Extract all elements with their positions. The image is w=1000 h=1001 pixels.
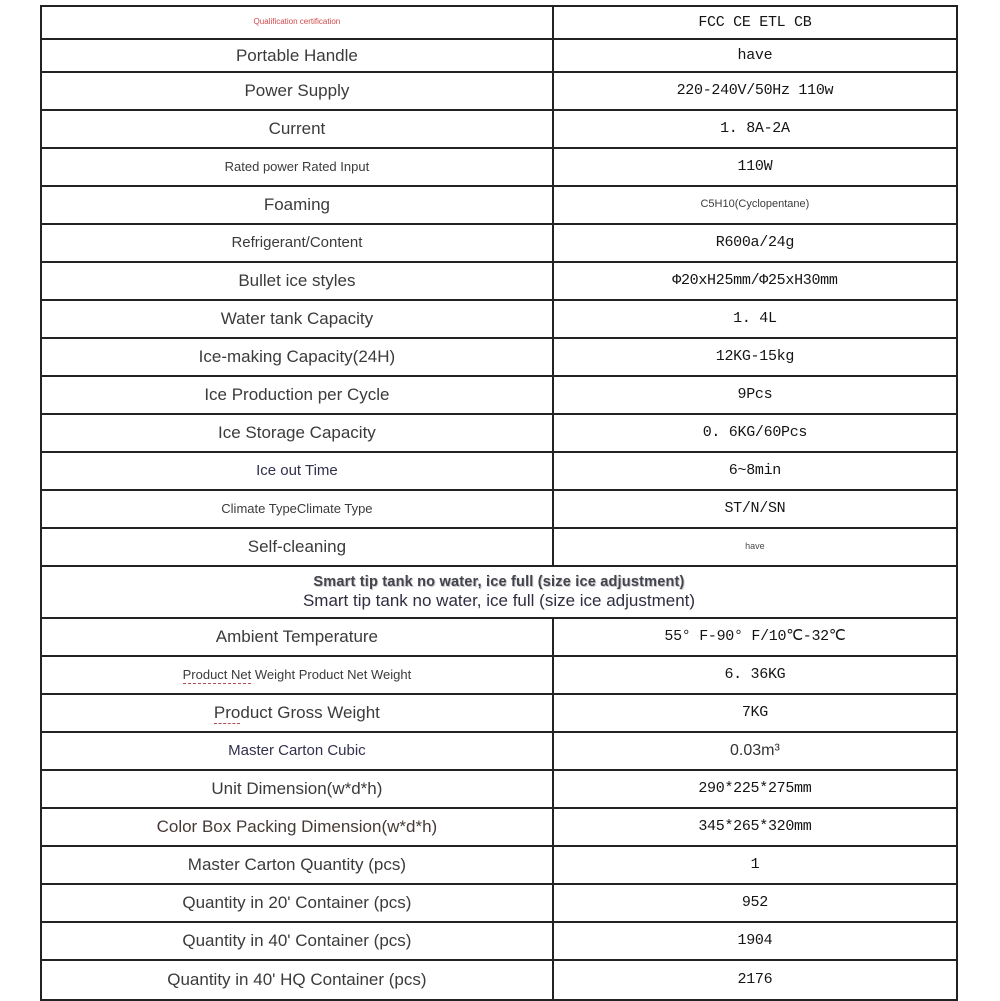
spec-value: ST/N/SN [724, 500, 786, 518]
table-row [42, 733, 956, 771]
spec-label-cell [42, 40, 554, 71]
spec-label: Master Carton Quantity (pcs) [187, 855, 407, 875]
spec-value-cell [554, 695, 956, 731]
spec-label: Foaming [263, 195, 330, 215]
spec-label-cell [42, 415, 554, 451]
spec-value: 6. 36KG [724, 666, 786, 684]
table-row [42, 809, 956, 847]
spec-value-cell [554, 657, 956, 693]
spec-label: Quantity in 40' HQ Container (pcs) [167, 970, 427, 990]
spec-label: Current [268, 119, 326, 139]
spec-label-cell [42, 491, 554, 527]
spec-value-cell [554, 7, 956, 38]
spec-value: have [745, 541, 765, 552]
spec-label-cell [42, 73, 554, 109]
spec-value: 110W [737, 158, 773, 176]
spec-label: Color Box Packing Dimension(w*d*h) [156, 817, 438, 837]
spec-label-cell [42, 111, 554, 147]
spec-label-cell [42, 809, 554, 845]
spec-label: Ice Storage Capacity [218, 423, 376, 443]
spec-value-cell [554, 619, 956, 655]
table-row [42, 7, 956, 40]
spec-label: Bullet ice styles [238, 271, 356, 291]
spec-label: Climate TypeClimate Type [221, 501, 373, 517]
spec-value-cell [554, 453, 956, 489]
spec-value-cell [554, 529, 956, 565]
spec-value-cell [554, 961, 956, 999]
spec-label-cell [42, 377, 554, 413]
spec-value-cell [554, 809, 956, 845]
table-row [42, 961, 956, 999]
spec-label-cell [42, 847, 554, 883]
smart-tip-text: Smart tip tank no water, ice full (size ice adjustment) [302, 590, 696, 610]
spec-label-cell [42, 7, 554, 38]
spec-value: 1904 [737, 932, 773, 950]
spec-label: Product Net Weight Product Net Weight [182, 667, 412, 683]
spec-label: Refrigerant/Content [231, 234, 363, 252]
table-row [42, 847, 956, 885]
table-row [42, 415, 956, 453]
spec-label-cell [42, 263, 554, 299]
spellcheck-underline: Product Net [182, 667, 252, 683]
spec-value-cell [554, 263, 956, 299]
spec-value: 7KG [741, 704, 768, 722]
table-row [42, 529, 956, 567]
table-row [42, 657, 956, 695]
spec-value-cell [554, 885, 956, 921]
spec-value: 220-240V/50Hz 110w [676, 82, 834, 100]
spec-label: Product Gross Weight [213, 703, 380, 723]
spec-value-cell [554, 377, 956, 413]
spec-value: 290*225*275mm [698, 780, 812, 798]
spec-label: Water tank Capacity [220, 309, 374, 329]
spec-value-cell [554, 187, 956, 223]
table-row [42, 149, 956, 187]
spec-value-cell [554, 40, 956, 71]
table-row [42, 301, 956, 339]
spec-value: R600a/24g [715, 234, 795, 252]
table-row [42, 923, 956, 961]
spec-value: 952 [741, 894, 768, 912]
spec-value-cell [554, 923, 956, 959]
spec-label-cell [42, 771, 554, 807]
spec-label-cell [42, 225, 554, 261]
spec-label: Qualification certification [253, 17, 341, 27]
spec-label-cell [42, 149, 554, 185]
spec-value-cell [554, 149, 956, 185]
spec-label: Master Carton Cubic [228, 742, 366, 760]
table-row [42, 339, 956, 377]
spec-label: Rated power Rated Input [224, 159, 370, 175]
spec-label-cell [42, 339, 554, 375]
spec-label: Power Supply [244, 81, 350, 101]
spec-label-cell [42, 657, 554, 693]
spellcheck-underline: Pro [213, 703, 241, 723]
spec-value-cell [554, 73, 956, 109]
spec-value: 55° F-90° F/10℃-32℃ [664, 628, 846, 646]
spec-label: Unit Dimension(w*d*h) [211, 779, 383, 799]
spec-label-cell [42, 695, 554, 731]
spec-label-cell [42, 529, 554, 565]
spec-value: 0.03m³ [730, 741, 780, 759]
spec-label-cell [42, 453, 554, 489]
spec-label: Ice Production per Cycle [204, 385, 390, 405]
spec-value-cell [554, 415, 956, 451]
spec-value: 1 [750, 856, 760, 874]
smart-tip-row [42, 567, 956, 619]
spec-label-cell [42, 301, 554, 337]
spec-value: Φ20xH25mm/Φ25xH30mm [672, 272, 838, 290]
spec-label: Self-cleaning [247, 537, 347, 557]
table-row [42, 40, 956, 73]
spec-value: 2176 [737, 971, 773, 989]
spec-label: Ambient Temperature [215, 627, 379, 647]
spec-value-cell [554, 771, 956, 807]
table-row [42, 619, 956, 657]
table-row [42, 187, 956, 225]
spec-value: FCC CE ETL CB [698, 13, 812, 31]
spec-label: Ice-making Capacity(24H) [198, 347, 396, 367]
table-row [42, 885, 956, 923]
spec-value: C5H10(Cyclopentane) [700, 198, 810, 211]
spec-label-cell [42, 961, 554, 999]
spec-value: 0. 6KG/60Pcs [702, 424, 808, 442]
table-row [42, 73, 956, 111]
table-row [42, 695, 956, 733]
table-row [42, 225, 956, 263]
spec-label: Quantity in 40' Container (pcs) [182, 931, 412, 951]
spec-value: 345*265*320mm [698, 818, 812, 836]
spec-value: have [737, 46, 773, 64]
smart-tip-overlay-text: Smart tip tank no water, ice full (size ice adjustment) [313, 573, 685, 590]
spec-label-cell [42, 733, 554, 769]
spec-label: Portable Handle [235, 45, 358, 65]
table-row [42, 491, 956, 529]
table-row [42, 771, 956, 809]
spec-value-cell [554, 225, 956, 261]
table-row [42, 453, 956, 491]
table-row [42, 111, 956, 149]
spec-label-cell [42, 885, 554, 921]
spec-value: 1. 4L [733, 310, 777, 328]
table-row [42, 377, 956, 415]
spec-label: Quantity in 20' Container (pcs) [182, 893, 412, 913]
spec-table [40, 5, 958, 1001]
spec-label-cell [42, 619, 554, 655]
table-row [42, 263, 956, 301]
spec-value: 9Pcs [737, 386, 773, 404]
spec-label-cell [42, 923, 554, 959]
spec-value-cell [554, 847, 956, 883]
spec-value-cell [554, 491, 956, 527]
spec-value: 1. 8A-2A [720, 120, 790, 138]
spec-label-cell [42, 187, 554, 223]
spec-value-cell [554, 111, 956, 147]
spec-value-cell [554, 339, 956, 375]
spec-value: 6~8min [728, 462, 782, 480]
spec-value-cell [554, 301, 956, 337]
spec-label: Ice out Time [256, 462, 338, 480]
spec-value: 12KG-15kg [715, 348, 795, 366]
spec-value-cell [554, 733, 956, 769]
